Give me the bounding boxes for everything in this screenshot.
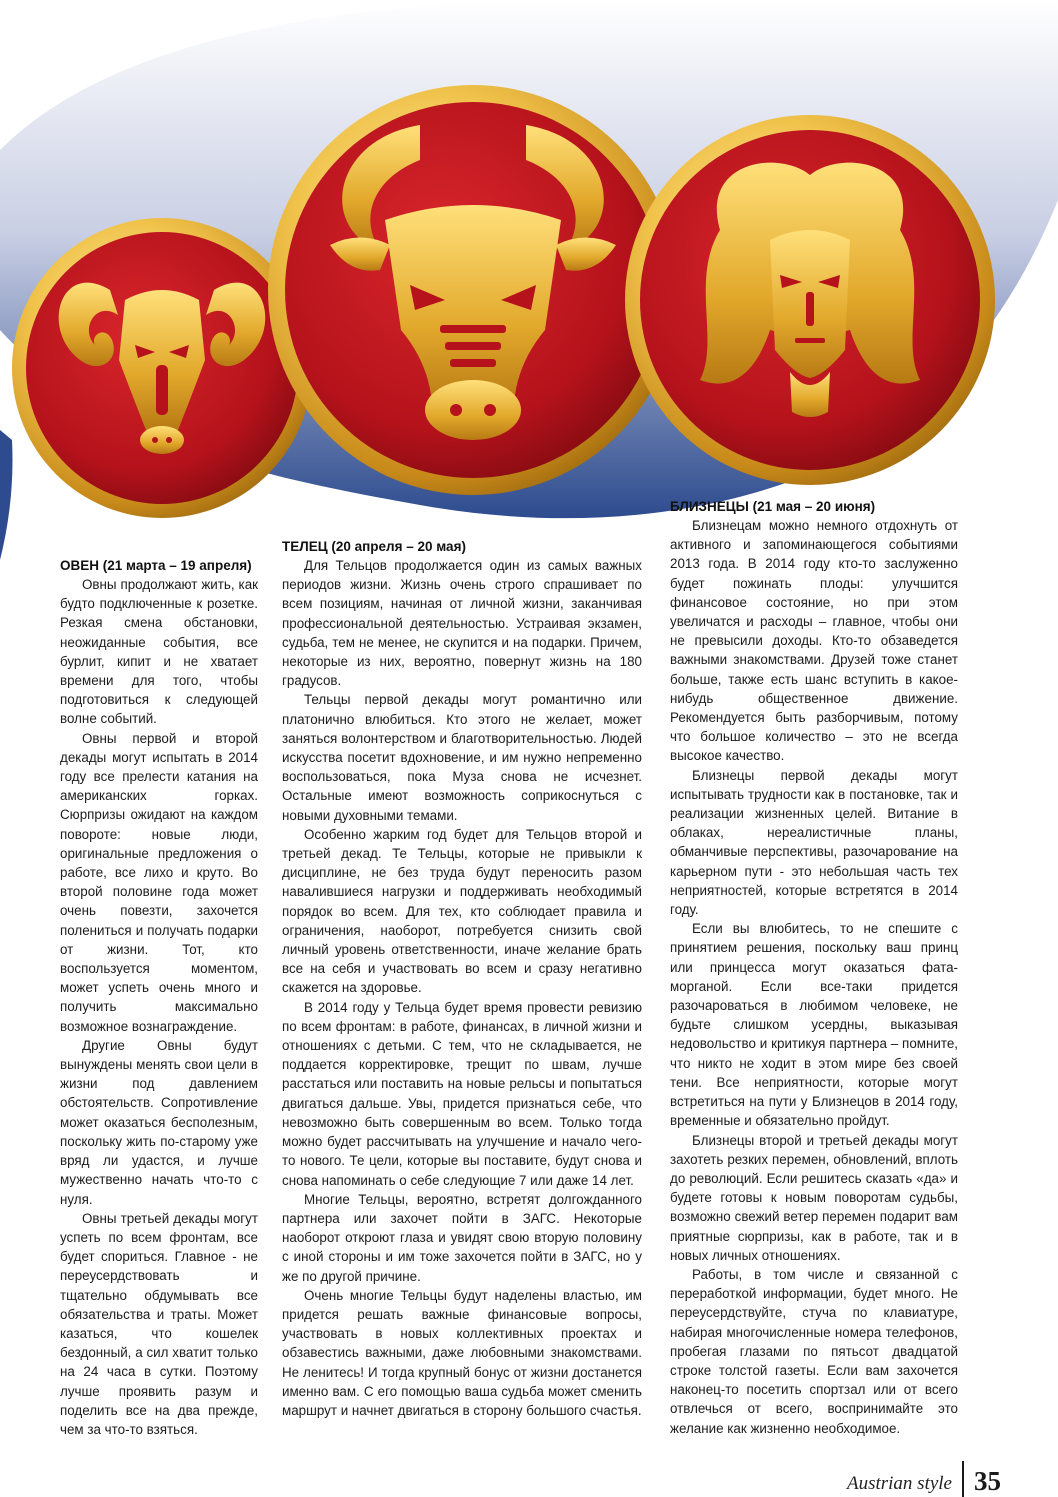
taurus-heading: ТЕЛЕЦ (20 апреля – 20 мая) <box>282 539 466 554</box>
gemini-paragraph: Работы, в том числе и связанной с переработкой информации, будет много. Не переусердствуйте, стуча по клавиатуре, набирая многочисленные номера телефонов, пробегая глазами по пятьсот двадцатой строке толстой газеты. Если вам захочется наконец-то посетить спортзал или от всего отвлечься от всего, воспринимайте это желание как жизненно необходимое. <box>670 1266 958 1436</box>
taurus-paragraph: Для Тельцов продолжается один из самых важных периодов жизни. Жизнь очень строго спрашивает по всем позициям, начиная от личной жизни, заканчивая профессиональной деятельностью. Устраивая экзамен, судьба, тем не менее, не скупится и на подарки. Причем, некоторые из них, вероятно, повернут жизнь на 180 градусов. <box>282 558 642 689</box>
page-number: 35 <box>974 1466 1001 1496</box>
gemini-paragraph: Близнецы первой декады могут испытывать трудности как в постановке, так и реализации жизненных целей. Витание в облаках, нереалистичные планы, обманчивые перспективы, разочарование на карьерном пути - это небольшая часть тех неприятностей, которые встретятся в 2014 году. <box>670 767 958 918</box>
aries-column <box>60 557 258 1439</box>
taurus-column <box>282 538 642 1420</box>
taurus-paragraph: Тельцы первой декады могут романтично или платонично влюбиться. Кто этого не желает, может заняться волонтерством и благотворительностью. Людей искусства посетит вдохновение, и им нужно непременно воспользоваться, пока Муза снова не исчезнет. Остальные имеют возможность соприкоснуться с новыми духовными темами. <box>282 692 642 823</box>
zodiac-banner <box>0 0 1058 560</box>
taurus-paragraph: В 2014 году у Тельца будет время провести ревизию по всем фронтам: в работе, финансах, в личной жизни и отношениях с детьми. С тем, что не складывается, не поддается корректировке, трещит по швам, лучше расстаться или поставить на новые рельсы и попытаться двигаться дальше. Увы, придется признаться себе, что невозможно быть совершенным во всем. Только тогда можно будет рассчитывать на улучшение и начало чего-то нового. Те цели, которые вы поставите, будут снова и снова напоминать о себе следующие 7 или даже 14 лет. <box>282 999 642 1188</box>
footer-divider <box>962 1461 964 1497</box>
taurus-paragraph: Особенно жарким год будет для Тельцов второй и третьей декад. Те Тельцы, которые не привыкли к дисциплине, не без труда будут переносить разом навалившиеся нагрузки и поддерживать необходимый порядок во всем. Для тех, кто соблюдает правила и ограничения, наоборот, потребуется снизить свой личный уровень ответственности, иначе желание брать все на себя и участвовать во всем и сразу негативно скажется на здоровье. <box>282 826 642 996</box>
taurus-medal <box>268 85 678 495</box>
aries-paragraph: Овны первой и второй декады могут испытать в 2014 году все прелести катания на американских горках. Сюрпризы ожидают на каждом повороте: новые люди, оригинальные предложения о работе, все лихо и круто. Во второй половине года может очень повезти, захочется полениться и получать подарки от жизни. Тот, кто воспользуется моментом, может успеть очень много и получить максимально возможное вознаграждение. <box>60 730 258 1034</box>
gemini-paragraph: Близнецам можно немного отдохнуть от активного и запоминающегося событиями 2013 года. В 2014 году кто-то заслуженно будет пожинать плоды: улучшится финансовое состояние, но при этом увеличатся и расходы – главное, чтобы они не превысили доходы. Кто-то обзаведется важными знакомствами. Друзей тоже станет больше, также есть шанс вступить в какое-нибудь общественное движение. Рекомендуется быть разборчивым, потому что большое количество – это не всегда высокое качество. <box>670 518 958 764</box>
gemini-medal <box>625 115 995 485</box>
gemini-paragraph: Близнецы второй и третьей декады могут захотеть резких перемен, обновлений, вплоть до революций. Если решитесь сказать «да» и будете готовы к новым поворотам судьбы, возможно свежий ветер перемен подарит вам приятные сюрпризы, как в работе, так и в новых личных отношениях. <box>670 1132 958 1263</box>
aries-medal <box>12 218 312 518</box>
taurus-paragraph: Очень многие Тельцы будут наделены властью, им придется решать важные финансовые вопросы, участвовать в новых коллективных проектах и обзавестись важными, даже любовными знакомствами. Не ленитесь! И тогда крупный бонус от жизни достанется именно вам. С его помощью ваша судьба может сменить маршрут и начнет двигаться в сторону большого счастья. <box>282 1287 642 1418</box>
taurus-paragraph: Многие Тельцы, вероятно, встретят долгожданного партнера или захочет пойти в ЗАГС. Некоторые наоборот откроют глаза и увидят свою вторую половину с иной стороны и им тоже захочется пойти в ЗАГС, но у же по другой причине. <box>282 1191 642 1284</box>
gemini-column <box>670 498 958 1438</box>
gemini-paragraph: Если вы влюбитесь, то не спешите с принятием решения, поскольку ваш принц или принцесса могут оказаться фата-морганой. Если все-таки придется разочароваться в любимом человеке, не будьте слишком усердны, выказывая недовольство и критикуя партнера – помните, что никто не ходит в этом мире без своей тени. Все неприятности, которые могут встретиться на пути у Близнецов в 2014 году, временные и обязательно пройдут. <box>670 921 958 1129</box>
aries-paragraph: Овны продолжают жить, как будто подключенные к розетке. Резкая смена обстановки, неожиданные события, все бурлит, кипит и не хватает времени для того, чтобы подготовиться к следующей волне событий. <box>60 577 258 727</box>
aries-paragraph: Другие Овны будут вынуждены менять свои цели в жизни под давлением обстоятельств. Сопротивление может оказаться бесполезным, поскольку жить по-старому уже вряд ли удастся, и лучше мужественно начать что-то с нуля. <box>60 1037 258 1207</box>
gemini-heading: БЛИЗНЕЦЫ (21 мая – 20 июня) <box>670 499 876 514</box>
aries-heading: ОВЕН (21 марта – 19 апреля) <box>60 558 252 573</box>
magazine-brand: Austrian style <box>846 1473 952 1494</box>
aries-paragraph: Овны третьей декады могут успеть по всем фронтам, все будет спориться. Главное - не переусердствовать и тщательно обдумывать все обязательства и траты. Может казаться, что кошелек бездонный, а сил хватит только на 24 часа в сутки. Поэтому лучше проявить разум и поделить все на два прежде, чем за что-то взяться. <box>60 1210 258 1437</box>
